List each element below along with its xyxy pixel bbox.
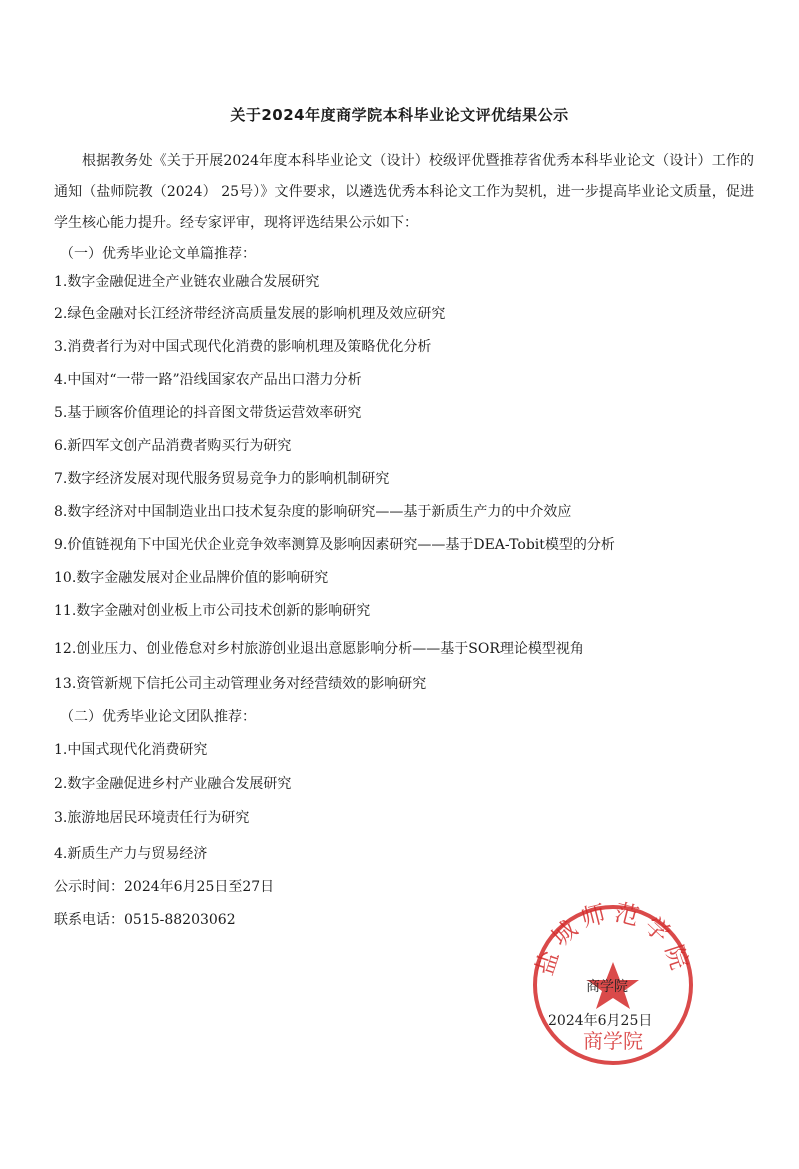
signature-date: 2024年6月25日 — [548, 1013, 653, 1029]
section2-heading: （二）优秀毕业论文团队推荐： — [60, 709, 256, 725]
seal-bottom-text: 商学院 — [583, 1029, 643, 1053]
list-item: 4.中国对“一带一路”沿线国家农产品出口潜力分析 — [54, 372, 362, 388]
intro-paragraph: 根据教务处《关于开展2024年度本科毕业论文（设计）校级评优暨推荐省优秀本科毕业论文（设计）工作的通知（盐师院教（2024） 25号）》文件要求，以遴选优秀本科论文工作为契机，进一步提高毕业论文质量，促进学生核心能力提升。经专家评审，现将评选结果公示如下： — [54, 153, 754, 231]
seal-arc-text: 盐城师范学院 — [530, 900, 696, 979]
publicity-time: 公示时间：2024年6月25日至27日 — [54, 879, 275, 895]
list-item: 5.基于顾客价值理论的抖音图文带货运营效率研究 — [54, 405, 362, 421]
list-item: 2.数字金融促进乡村产业融合发展研究 — [54, 776, 292, 792]
list-item: 3.消费者行为对中国式现代化消费的影响机理及策略优化分析 — [54, 339, 432, 355]
list-item: 4.新质生产力与贸易经济 — [54, 846, 208, 862]
list-item: 1.数字金融促进全产业链农业融合发展研究 — [54, 274, 320, 290]
list-item: 9.价值链视角下中国光伏企业竞争效率测算及影响因素研究——基于DEA-Tobit模型的分析 — [54, 537, 615, 553]
list-item: 3.旅游地居民环境责任行为研究 — [54, 810, 250, 826]
list-item: 6.新四军文创产品消费者购买行为研究 — [54, 438, 292, 454]
signature-org: 商学院 — [586, 979, 628, 995]
list-item: 12.创业压力、创业倦怠对乡村旅游创业退出意愿影响分析——基于SOR理论模型视角 — [54, 641, 584, 657]
list-item: 11.数字金融对创业板上市公司技术创新的影响研究 — [54, 603, 371, 619]
list-item: 10.数字金融发展对企业品牌价值的影响研究 — [54, 570, 329, 586]
list-item: 13.资管新规下信托公司主动管理业务对经营绩效的影响研究 — [54, 676, 427, 692]
section1-heading: （一）优秀毕业论文单篇推荐： — [60, 246, 256, 262]
list-item: 7.数字经济发展对现代服务贸易竞争力的影响机制研究 — [54, 471, 390, 487]
contact-phone: 联系电话：0515-88203062 — [54, 912, 236, 928]
document-title: 关于2024年度商学院本科毕业论文评优结果公示 — [230, 106, 569, 124]
list-item: 1.中国式现代化消费研究 — [54, 742, 208, 758]
list-item: 2.绿色金融对长江经济带经济高质量发展的影响机理及效应研究 — [54, 306, 446, 322]
list-item: 8.数字经济对中国制造业出口技术复杂度的影响研究——基于新质生产力的中介效应 — [54, 504, 572, 520]
